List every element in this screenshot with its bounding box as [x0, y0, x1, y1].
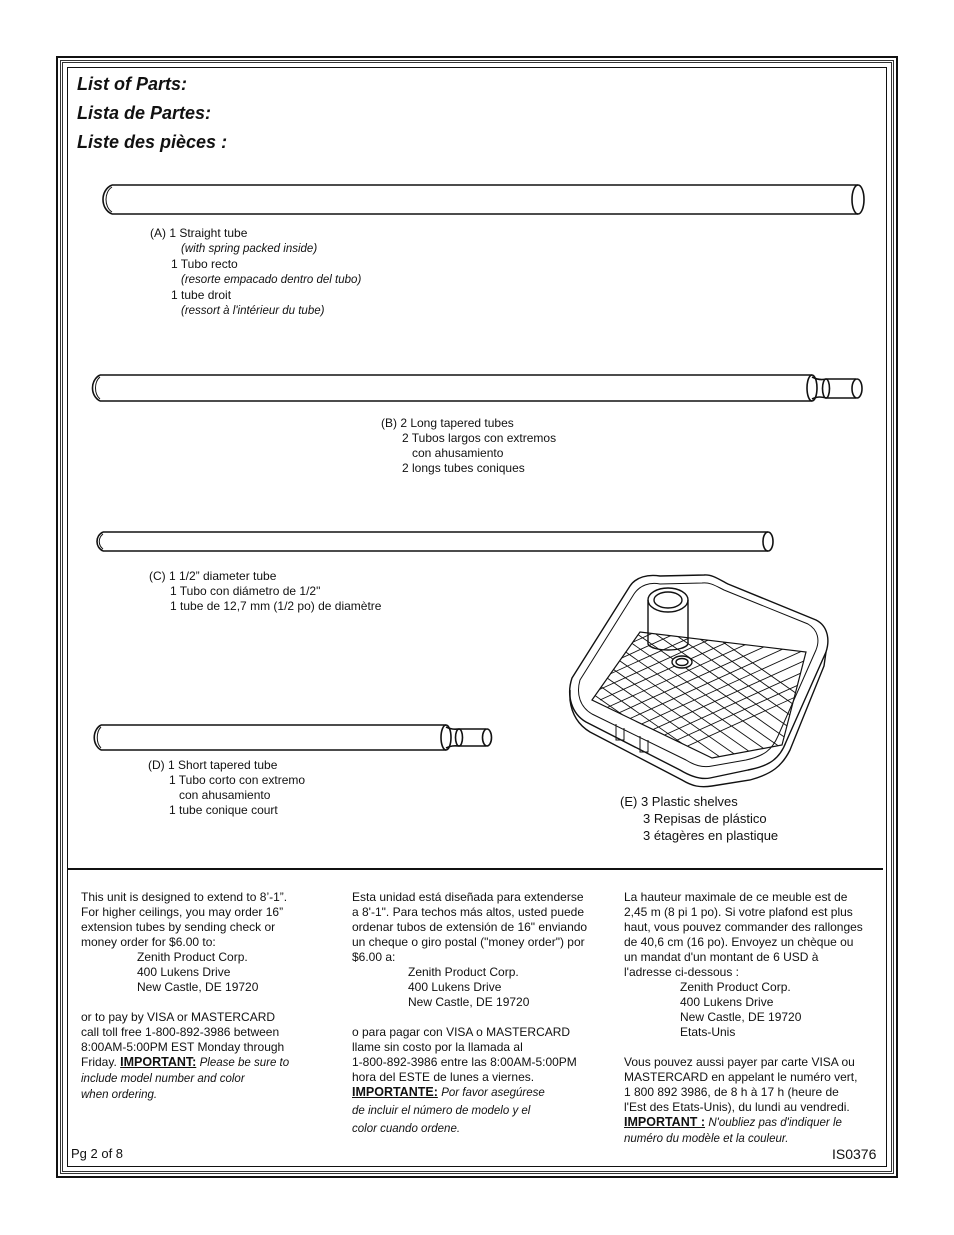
info-en-important-line: Friday. IMPORTANT: Please be sure to: [81, 1055, 290, 1069]
address-street: 400 Lukens Drive: [137, 965, 231, 979]
section-divider: [68, 868, 883, 870]
info-es-line: 1-800-892-3986 entre las 8:00AM-5:00PM: [352, 1055, 577, 1069]
info-es-line: ordenar tubos de extensión de 16" enviando: [352, 920, 588, 934]
part-d-line-2: 1 Tubo corto con extremo: [169, 773, 306, 787]
part-e-line-2: 3 Repisas de plástico: [643, 811, 767, 826]
address-company: Zenith Product Corp.: [680, 980, 791, 994]
extension-info-spanish: [352, 890, 592, 1137]
info-fr-line: 1 800 892 3986, de 8 h à 17 h (heure de: [624, 1085, 839, 1099]
address-city: New Castle, DE 19720: [408, 995, 530, 1009]
half-inch-tube-c-drawing: [97, 532, 773, 551]
part-c-label: [149, 569, 381, 614]
straight-tube-a-drawing: [103, 185, 864, 214]
important-label: IMPORTANTE:: [352, 1085, 438, 1099]
part-b-line-4: 2 longs tubes coniques: [402, 461, 525, 475]
info-en-note: when ordering.: [81, 1089, 158, 1101]
part-b-label: [381, 416, 556, 476]
part-a-line-1: (A) 1 Straight tube: [150, 226, 248, 240]
part-e-line-3: 3 étagères en plastique: [643, 828, 779, 843]
part-d-label: [148, 758, 305, 818]
part-b-line-1: (B) 2 Long tapered tubes: [381, 416, 514, 430]
address-company: Zenith Product Corp.: [408, 965, 519, 979]
address-country: Etats-Unis: [680, 1025, 736, 1039]
info-en-note: include model number and color: [81, 1073, 245, 1085]
address-street: 400 Lukens Drive: [680, 995, 774, 1009]
part-a-line-3: 1 Tubo recto: [171, 257, 238, 271]
page-number: Pg 2 of 8: [71, 1146, 124, 1161]
part-b-line-2: 2 Tubos largos con extremos: [402, 431, 557, 445]
long-tapered-tube-b-drawing: [93, 375, 863, 401]
info-en-line: This unit is designed to extend to 8’-1”.: [81, 890, 288, 904]
part-b-line-3: con ahusamiento: [412, 446, 504, 460]
info-es-line: $6.00 a:: [352, 950, 396, 964]
address-city: New Castle, DE 19720: [137, 980, 259, 994]
document-code: IS0376: [832, 1146, 877, 1162]
heading-french: Liste des pièces :: [77, 132, 228, 152]
info-es-line: o para pagar con VISA o MASTERCARD: [352, 1025, 571, 1039]
info-fr-line: Vous pouvez aussi payer par carte VISA ou: [624, 1055, 855, 1069]
address-city: New Castle, DE 19720: [680, 1010, 802, 1024]
important-label: IMPORTANT:: [120, 1055, 197, 1069]
info-fr-line: l'adresse ci-dessous :: [624, 965, 740, 979]
info-en-line: money order for $6.00 to:: [81, 935, 216, 949]
info-fr-important-line: IMPORTANT : N'oubliez pas d'indiquer le: [624, 1115, 842, 1129]
part-d-line-1: (D) 1 Short tapered tube: [148, 758, 278, 772]
info-es-note: color cuando ordene.: [352, 1123, 461, 1135]
heading-english: List of Parts:: [77, 74, 188, 94]
part-c-line-2: 1 Tubo con diámetro de 1/2": [170, 584, 321, 598]
part-d-line-3: con ahusamiento: [179, 788, 271, 802]
extension-info-french: [624, 890, 864, 1147]
info-es-line: a 8'-1". Para techos más altos, usted puede: [352, 905, 585, 919]
info-fr-line: MASTERCARD en appelant le numéro vert,: [624, 1070, 858, 1084]
plastic-shelf-e-drawing: [530, 568, 868, 816]
short-tapered-tube-d-drawing: [94, 725, 491, 750]
info-en-line: or to pay by VISA or MASTERCARD: [81, 1010, 276, 1024]
heading-spanish: Lista de Partes:: [77, 103, 212, 123]
part-a-line-6: (ressort à l'intérieur du tube): [181, 305, 325, 317]
info-es-note: de incluir el número de modelo y el: [352, 1105, 531, 1117]
info-fr-line: l'Est des Etats-Unis), du lundi au vendredi.: [624, 1100, 850, 1114]
part-e-label: [620, 793, 778, 844]
info-es-line: hora del ESTE de lunes a viernes.: [352, 1070, 535, 1084]
info-en-line: call toll free 1-800-892-3986 between: [81, 1025, 280, 1039]
info-fr-note: numéro du modèle et la couleur.: [624, 1133, 789, 1145]
info-es-important-line: IMPORTANTE: Por favor asegúrese: [352, 1085, 545, 1099]
info-fr-line: de 40,6 cm (16 po). Envoyez un chèque ou: [624, 935, 854, 949]
address-street: 400 Lukens Drive: [408, 980, 502, 994]
info-fr-line: un mandat d'un montant de 6 USD à: [624, 950, 819, 964]
part-a-line-4: (resorte empacado dentro del tubo): [181, 274, 362, 286]
info-en-line: extension tubes by sending check or: [81, 920, 276, 934]
extension-info-english: [81, 890, 321, 1103]
part-c-line-1: (C) 1 1/2” diameter tube: [149, 569, 277, 583]
info-fr-line: La hauteur maximale de ce meuble est de: [624, 890, 848, 904]
info-en-line: 8:00AM-5:00PM EST Monday through: [81, 1040, 285, 1054]
part-a-line-2: (with spring packed inside): [181, 243, 318, 255]
info-en-line: For higher ceilings, you may order 16”: [81, 905, 284, 919]
info-es-line: Esta unidad está diseñada para extenderse: [352, 890, 584, 904]
info-es-line: un cheque o giro postal ("money order") por: [352, 935, 585, 949]
part-a-label: [150, 226, 361, 319]
part-e-line-1: (E) 3 Plastic shelves: [620, 794, 738, 809]
info-fr-line: haut, vous pouvez commander des rallonges: [624, 920, 863, 934]
important-label: IMPORTANT :: [624, 1115, 706, 1129]
info-es-line: llame sin costo por la llamada al: [352, 1040, 523, 1054]
part-d-line-4: 1 tube conique court: [169, 803, 278, 817]
part-c-line-3: 1 tube de 12,7 mm (1/2 po) de diamètre: [170, 599, 382, 613]
part-a-line-5: 1 tube droit: [171, 288, 232, 302]
address-company: Zenith Product Corp.: [137, 950, 248, 964]
info-fr-line: 2,45 m (8 pi 1 po). Si votre plafond est plus: [624, 905, 853, 919]
